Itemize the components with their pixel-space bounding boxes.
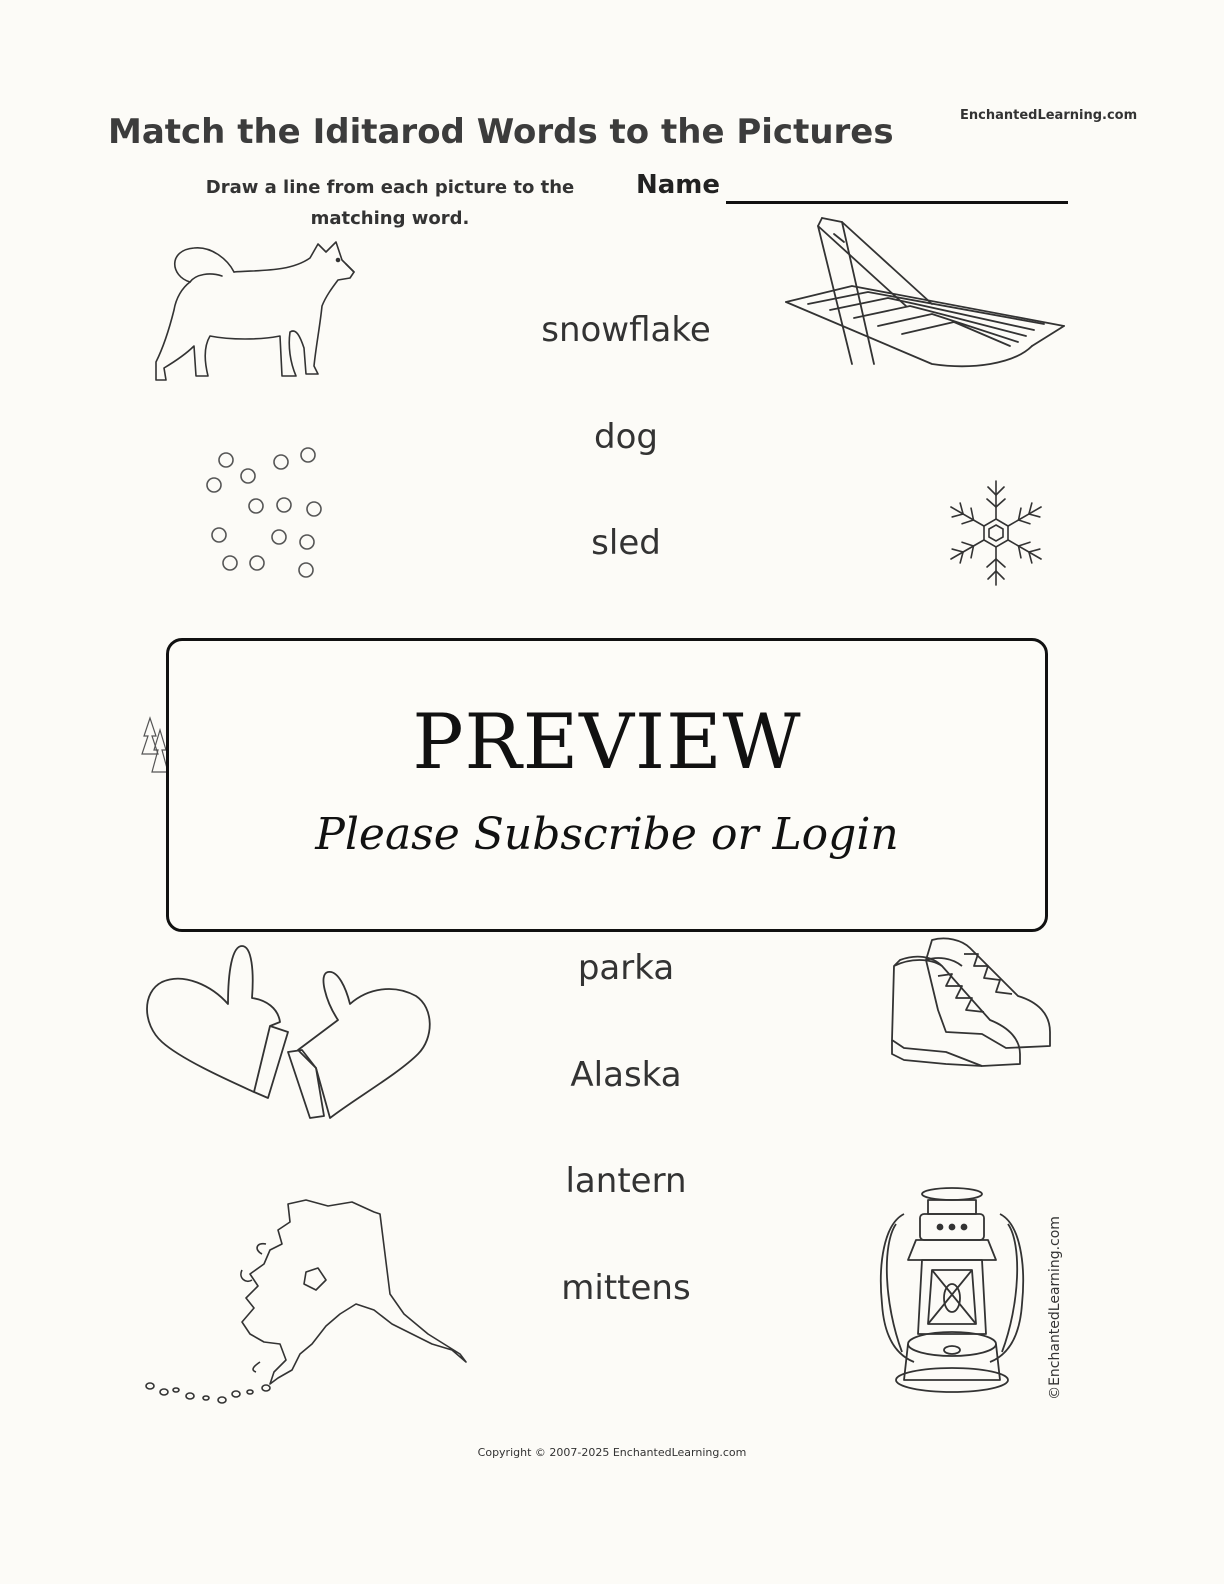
alaska-map-icon: [142, 1194, 472, 1406]
word-mittens: mittens: [561, 1268, 691, 1308]
instructions: Draw a line from each picture to the matching word.: [205, 177, 575, 229]
preview-overlay: [166, 638, 1048, 932]
word-sled: sled: [591, 523, 661, 563]
word-parka: parka: [577, 948, 675, 988]
lantern-icon: [874, 1184, 1030, 1402]
preview-title: PREVIEW: [412, 697, 802, 786]
copyright: Copyright © 2007-2025 EnchantedLearning.com: [477, 1446, 747, 1459]
sled-icon: [782, 214, 1068, 376]
name-label: Name: [636, 170, 721, 200]
name-line: [726, 201, 1068, 204]
dog-icon: [150, 236, 362, 386]
page-title: Match the Iditarod Words to the Pictures: [108, 112, 894, 152]
snowflake-icon: [944, 478, 1048, 588]
mittens-icon: [142, 942, 436, 1122]
snowballs-icon: [200, 444, 330, 584]
vertical-credit: ©EnchantedLearning.com: [1047, 1216, 1063, 1400]
boots-icon: [886, 936, 1054, 1070]
subscribe-login-prompt[interactable]: Please Subscribe or Login: [315, 809, 899, 860]
word-snowflake: snowflake: [541, 310, 711, 350]
word-lantern: lantern: [565, 1161, 687, 1201]
site-name: EnchantedLearning.com: [960, 108, 1138, 123]
word-dog: dog: [594, 417, 658, 457]
word-alaska: Alaska: [570, 1055, 682, 1095]
